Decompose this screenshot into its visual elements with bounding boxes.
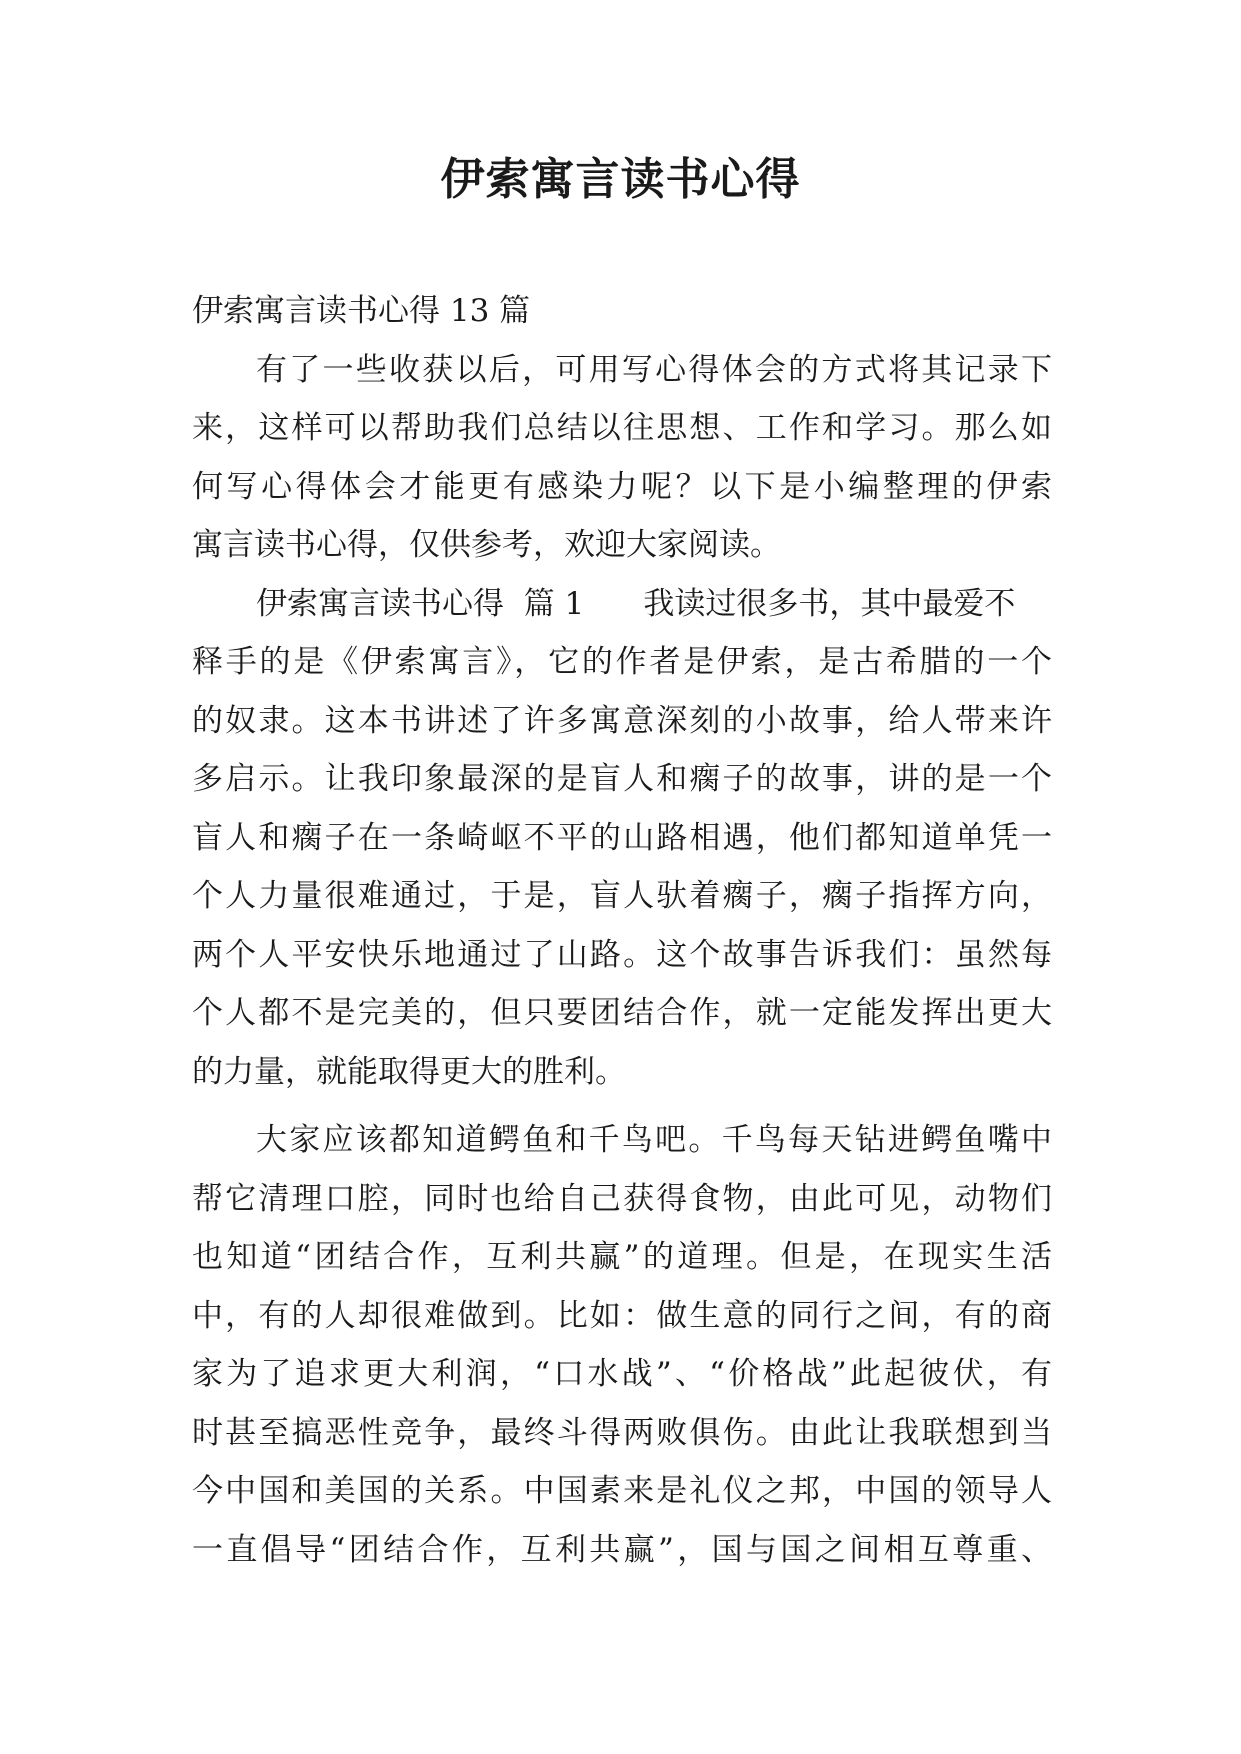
intro-line: 有了一些收获以后，可用写心得体会的方式将其记录下 xyxy=(256,351,1052,388)
part2-line: 家为了追求更大利润，“口水战”、“价格战”此起彼伏，有 xyxy=(192,1356,1052,1392)
part1-line: 个人力量很难通过，于是，盲人驮着瘸子，瘸子指挥方向， xyxy=(192,878,1052,914)
paragraph-gap xyxy=(192,1101,1052,1111)
part2-line: 中，有的人却很难做到。比如：做生意的同行之间，有的商 xyxy=(192,1297,1052,1334)
document-body xyxy=(192,282,1052,1579)
part1-line: 释手的是《伊索寓言》，它的作者是伊索，是古希腊的一个 xyxy=(192,644,1052,680)
part2-line: 也知道“团结合作，互利共赢”的道理。但是，在现实生活 xyxy=(192,1239,1052,1275)
intro-line: 来，这样可以帮助我们总结以往思想、工作和学习。那么如 xyxy=(192,410,1052,446)
part1-line: 多启示。让我印象最深的是盲人和瘸子的故事，讲的是一个 xyxy=(192,761,1052,797)
part2-line: 时甚至搞恶性竞争，最终斗得两败俱伤。由此让我联想到当 xyxy=(192,1414,1052,1451)
document-subtitle: 伊索寓言读书心得 13 篇 xyxy=(192,293,531,329)
document-title: 伊索寓言读书心得 xyxy=(440,154,801,205)
part2-line: 今中国和美国的关系。中国素来是礼仪之邦，中国的领导人 xyxy=(192,1473,1052,1509)
part2-line: 一直倡导“团结合作，互利共赢”，国与国之间相互尊重、 xyxy=(192,1531,1052,1568)
part2-line: 大家应该都知道鳄鱼和千鸟吧。千鸟每天钻进鳄鱼嘴中 xyxy=(256,1122,1052,1158)
part1-line: 个人都不是完美的，但只要团结合作，就一定能发挥出更大 xyxy=(192,995,1052,1031)
intro-line: 寓言读书心得，仅供参考，欢迎大家阅读。 xyxy=(192,527,781,563)
part1-line: 盲人和瘸子在一条崎岖不平的山路相遇，他们都知道单凭一 xyxy=(192,819,1052,856)
part1-line: 伊索寓言读书心得 篇 1 我读过很多书，其中最爱不 xyxy=(256,585,1016,622)
part1-line: 的力量，就能取得更大的胜利。 xyxy=(192,1053,626,1090)
part1-line: 的奴隶。这本书讲述了许多寓意深刻的小故事，给人带来许 xyxy=(192,702,1052,739)
intro-line: 何写心得体会才能更有感染力呢？以下是小编整理的伊索 xyxy=(192,468,1052,505)
part2-line: 帮它清理口腔，同时也给自己获得食物，由此可见，动物们 xyxy=(192,1180,1052,1217)
part1-line: 两个人平安快乐地通过了山路。这个故事告诉我们：虽然每 xyxy=(192,936,1052,973)
